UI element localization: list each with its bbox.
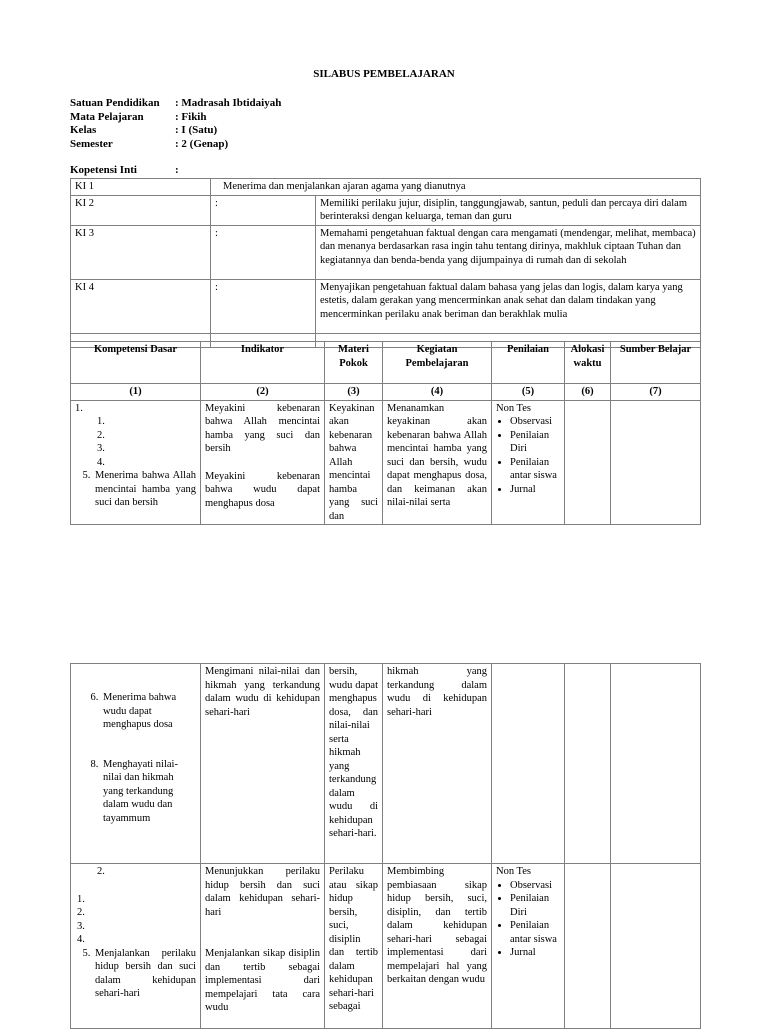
ki-text: Memahami pengetahuan faktual dengan cara mengamati (mendengar, melihat, membaca) dan menanya berdasarkan rasa ingin tahu tentang dirinya, makhluk ciptaan Tuhan dan kegiatannya dan benda-benda yang dijumpainya di rumah dan di sekolah bbox=[316, 225, 701, 279]
list-item: 1. bbox=[97, 416, 105, 427]
meta-value: : Fikih bbox=[175, 110, 207, 123]
col-header-alokasi: Alokasi waktu bbox=[565, 342, 611, 384]
header-row bbox=[71, 342, 701, 384]
list-item: • Penilaian Diri bbox=[510, 429, 560, 456]
meta-key: Semester bbox=[70, 137, 113, 150]
meta-key: Kelas bbox=[70, 124, 97, 136]
list-item: 1. bbox=[77, 893, 85, 905]
meta-block bbox=[70, 97, 281, 151]
ki-heading-label: Kopetensi Inti bbox=[70, 164, 137, 176]
penilaian-cell bbox=[492, 400, 565, 525]
meta-row bbox=[70, 138, 281, 152]
materi-cell: bersih, wudu dapat menghapus dosa, dan nilai-nilai serta hikmah yang terkandung dalam wudu di kehidupan sehari-hari. bbox=[325, 664, 383, 864]
list-item: • Jurnal bbox=[510, 483, 560, 497]
alokasi-cell bbox=[565, 400, 611, 525]
penilaian-cell bbox=[492, 664, 565, 864]
penilaian-list bbox=[496, 879, 560, 960]
ki-text: Memiliki perilaku jujur, disiplin, tanggungjawab, santun, peduli dan percaya diri dalam berinteraksi dengan keluarga, teman dan guru bbox=[316, 195, 701, 225]
ki-row bbox=[71, 179, 701, 196]
penilaian-list bbox=[496, 415, 560, 496]
kd-cell bbox=[71, 664, 201, 864]
kd-list bbox=[75, 758, 196, 826]
col-header-kegiatan: Kegiatan Pembelajaran bbox=[383, 342, 492, 384]
list-item: • Penilaian antar siswa bbox=[510, 919, 560, 946]
syllabus-table-page2 bbox=[70, 663, 701, 1029]
meta-value: : Madrasah Ibtidaiyah bbox=[175, 97, 282, 109]
kegiatan-cell: Membimbing pembiasaan sikap hidup bersih, suci, disiplin, dan tertib dalam kehidupan sehari-hari sebagai implementasi dari mempelajari hal yang berkaitan dengan wudu bbox=[383, 864, 492, 1029]
meta-value: : I (Satu) bbox=[175, 124, 218, 136]
list-item: • Jurnal bbox=[510, 946, 560, 960]
meta-key: Mata Pelajaran bbox=[70, 110, 144, 123]
indikator-text: Meyakini kebenaran bahwa Allah mencintai hamba yang suci dan bersih bbox=[205, 402, 320, 454]
ki-heading-colon: : bbox=[175, 164, 179, 176]
col-header-penilaian: Penilaian bbox=[492, 342, 565, 384]
list-item: • Penilaian Diri bbox=[510, 892, 560, 919]
table-row bbox=[71, 864, 701, 1029]
list-item: • Observasi bbox=[510, 879, 560, 893]
materi-cell: Perilaku atau sikap hidup bersih, suci, disiplin dan tertib dalam kehidupan sehari-hari sebagai bbox=[325, 864, 383, 1029]
meta-row bbox=[70, 111, 281, 125]
meta-row bbox=[70, 124, 281, 138]
kd-list bbox=[75, 947, 196, 1001]
kd-cell bbox=[71, 864, 201, 1029]
kd-list bbox=[75, 691, 196, 732]
sumber-cell bbox=[611, 400, 701, 525]
indikator-text: Menjalankan sikap disiplin dan tertib sebagai implementasi dari mempelajari tata cara wudu bbox=[205, 948, 320, 1013]
page-title: SILABUS PEMBELAJARAN bbox=[313, 68, 455, 80]
col-number: (5) bbox=[492, 384, 565, 401]
ki-colon: : bbox=[211, 195, 316, 225]
ki-row bbox=[71, 225, 701, 279]
indikator-cell bbox=[201, 400, 325, 525]
kd-item: 5. Menjalankan perilaku hidup bersih dan suci dalam kehidupan sehari-hari bbox=[93, 947, 196, 1001]
penilaian-head: Non Tes bbox=[496, 866, 531, 877]
col-header-indikator: Indikator bbox=[201, 342, 325, 384]
ki-row bbox=[71, 279, 701, 333]
alokasi-cell bbox=[565, 664, 611, 864]
indikator-text: Menunjukkan perilaku hidup bersih dan suci dalam kehidupan sehari-hari bbox=[205, 866, 320, 918]
kd-cell bbox=[71, 400, 201, 525]
ki-table bbox=[70, 178, 701, 348]
col-number: (7) bbox=[611, 384, 701, 401]
indikator-text: Meyakini kebenaran bahwa wudu dapat menghapus dosa bbox=[205, 470, 320, 509]
list-item: 2. bbox=[77, 907, 85, 918]
ki-row bbox=[71, 195, 701, 225]
kd-number: 2. bbox=[97, 866, 105, 877]
ki-colon: : bbox=[211, 279, 316, 333]
kd-item: 8. Menghayati nilai-nilai dan hikmah yang terkandung dalam wudu dan tayammum bbox=[101, 758, 196, 826]
kd-list bbox=[75, 469, 196, 510]
meta-value: : 2 (Genap) bbox=[175, 137, 229, 150]
list-item: • Penilaian antar siswa bbox=[510, 456, 560, 483]
list-item: 4. bbox=[77, 934, 85, 945]
ki-label: KI 1 bbox=[71, 179, 211, 196]
sumber-cell bbox=[611, 864, 701, 1029]
syllabus-table-page1 bbox=[70, 341, 701, 525]
penilaian-head: Non Tes bbox=[496, 402, 531, 414]
col-header-sumber: Sumber Belajar bbox=[611, 342, 701, 384]
ki-text: Menerima dan menjalankan ajaran agama yang dianutnya bbox=[211, 179, 701, 196]
ki-colon: : bbox=[211, 225, 316, 279]
meta-row bbox=[70, 97, 281, 111]
number-row bbox=[71, 384, 701, 401]
col-number: (3) bbox=[325, 384, 383, 401]
indikator-cell: Mengimani nilai-nilai dan hikmah yang terkandung dalam wudu di kehidupan sehari-hari bbox=[201, 664, 325, 864]
list-item: 3. bbox=[77, 920, 85, 932]
indikator-cell bbox=[201, 864, 325, 1029]
kd-inner-list bbox=[75, 415, 196, 469]
col-header-materi-pokok: Materi Pokok bbox=[325, 342, 383, 384]
col-number: (2) bbox=[201, 384, 325, 401]
kd-item: 6. Menerima bahwa wudu dapat menghapus dosa bbox=[101, 691, 196, 732]
kd-inner-list bbox=[75, 893, 196, 947]
col-number: (4) bbox=[383, 384, 492, 401]
alokasi-cell bbox=[565, 864, 611, 1029]
col-number: (6) bbox=[565, 384, 611, 401]
col-header-kompetensi-dasar: Kompetensi Dasar bbox=[71, 342, 201, 384]
ki-label: KI 3 bbox=[71, 225, 211, 279]
ki-label: KI 2 bbox=[71, 195, 211, 225]
table-row bbox=[71, 664, 701, 864]
penilaian-cell bbox=[492, 864, 565, 1029]
materi-cell: Keyakinan akan kebenaran bahwa Allah mencintai hamba yang suci dan bbox=[325, 400, 383, 525]
kd-number: 1. bbox=[75, 402, 83, 414]
ki-label: KI 4 bbox=[71, 279, 211, 333]
table-row bbox=[71, 400, 701, 525]
sumber-cell bbox=[611, 664, 701, 864]
list-item: • Observasi bbox=[510, 415, 560, 429]
list-item: 3. bbox=[97, 443, 105, 454]
kd-item: 5. Menerima bahwa Allah mencintai hamba yang suci dan bersih bbox=[93, 469, 196, 510]
meta-key: Satuan Pendidikan bbox=[70, 97, 160, 109]
ki-text: Menyajikan pengetahuan faktual dalam bahasa yang jelas dan logis, dalam karya yang estetis, dalam gerakan yang mencerminkan anak sehat dan dalam tindakan yang mencerminkan perilaku anak beriman dan berakhlak mulia bbox=[316, 279, 701, 333]
kegiatan-cell: Menanamkan keyakinan akan kebenaran bahwa Allah mencintai hamba yang suci dan bersih, wudu dapat menghapus dosa, dan keimanan akan nilai-nilai serta bbox=[383, 400, 492, 525]
list-item: 4. bbox=[97, 456, 105, 468]
ki-heading bbox=[70, 164, 179, 178]
col-number: (1) bbox=[71, 384, 201, 401]
list-item: 2. bbox=[97, 429, 105, 441]
kegiatan-cell: hikmah yang terkandung dalam wudu di kehidupan sehari-hari bbox=[383, 664, 492, 864]
